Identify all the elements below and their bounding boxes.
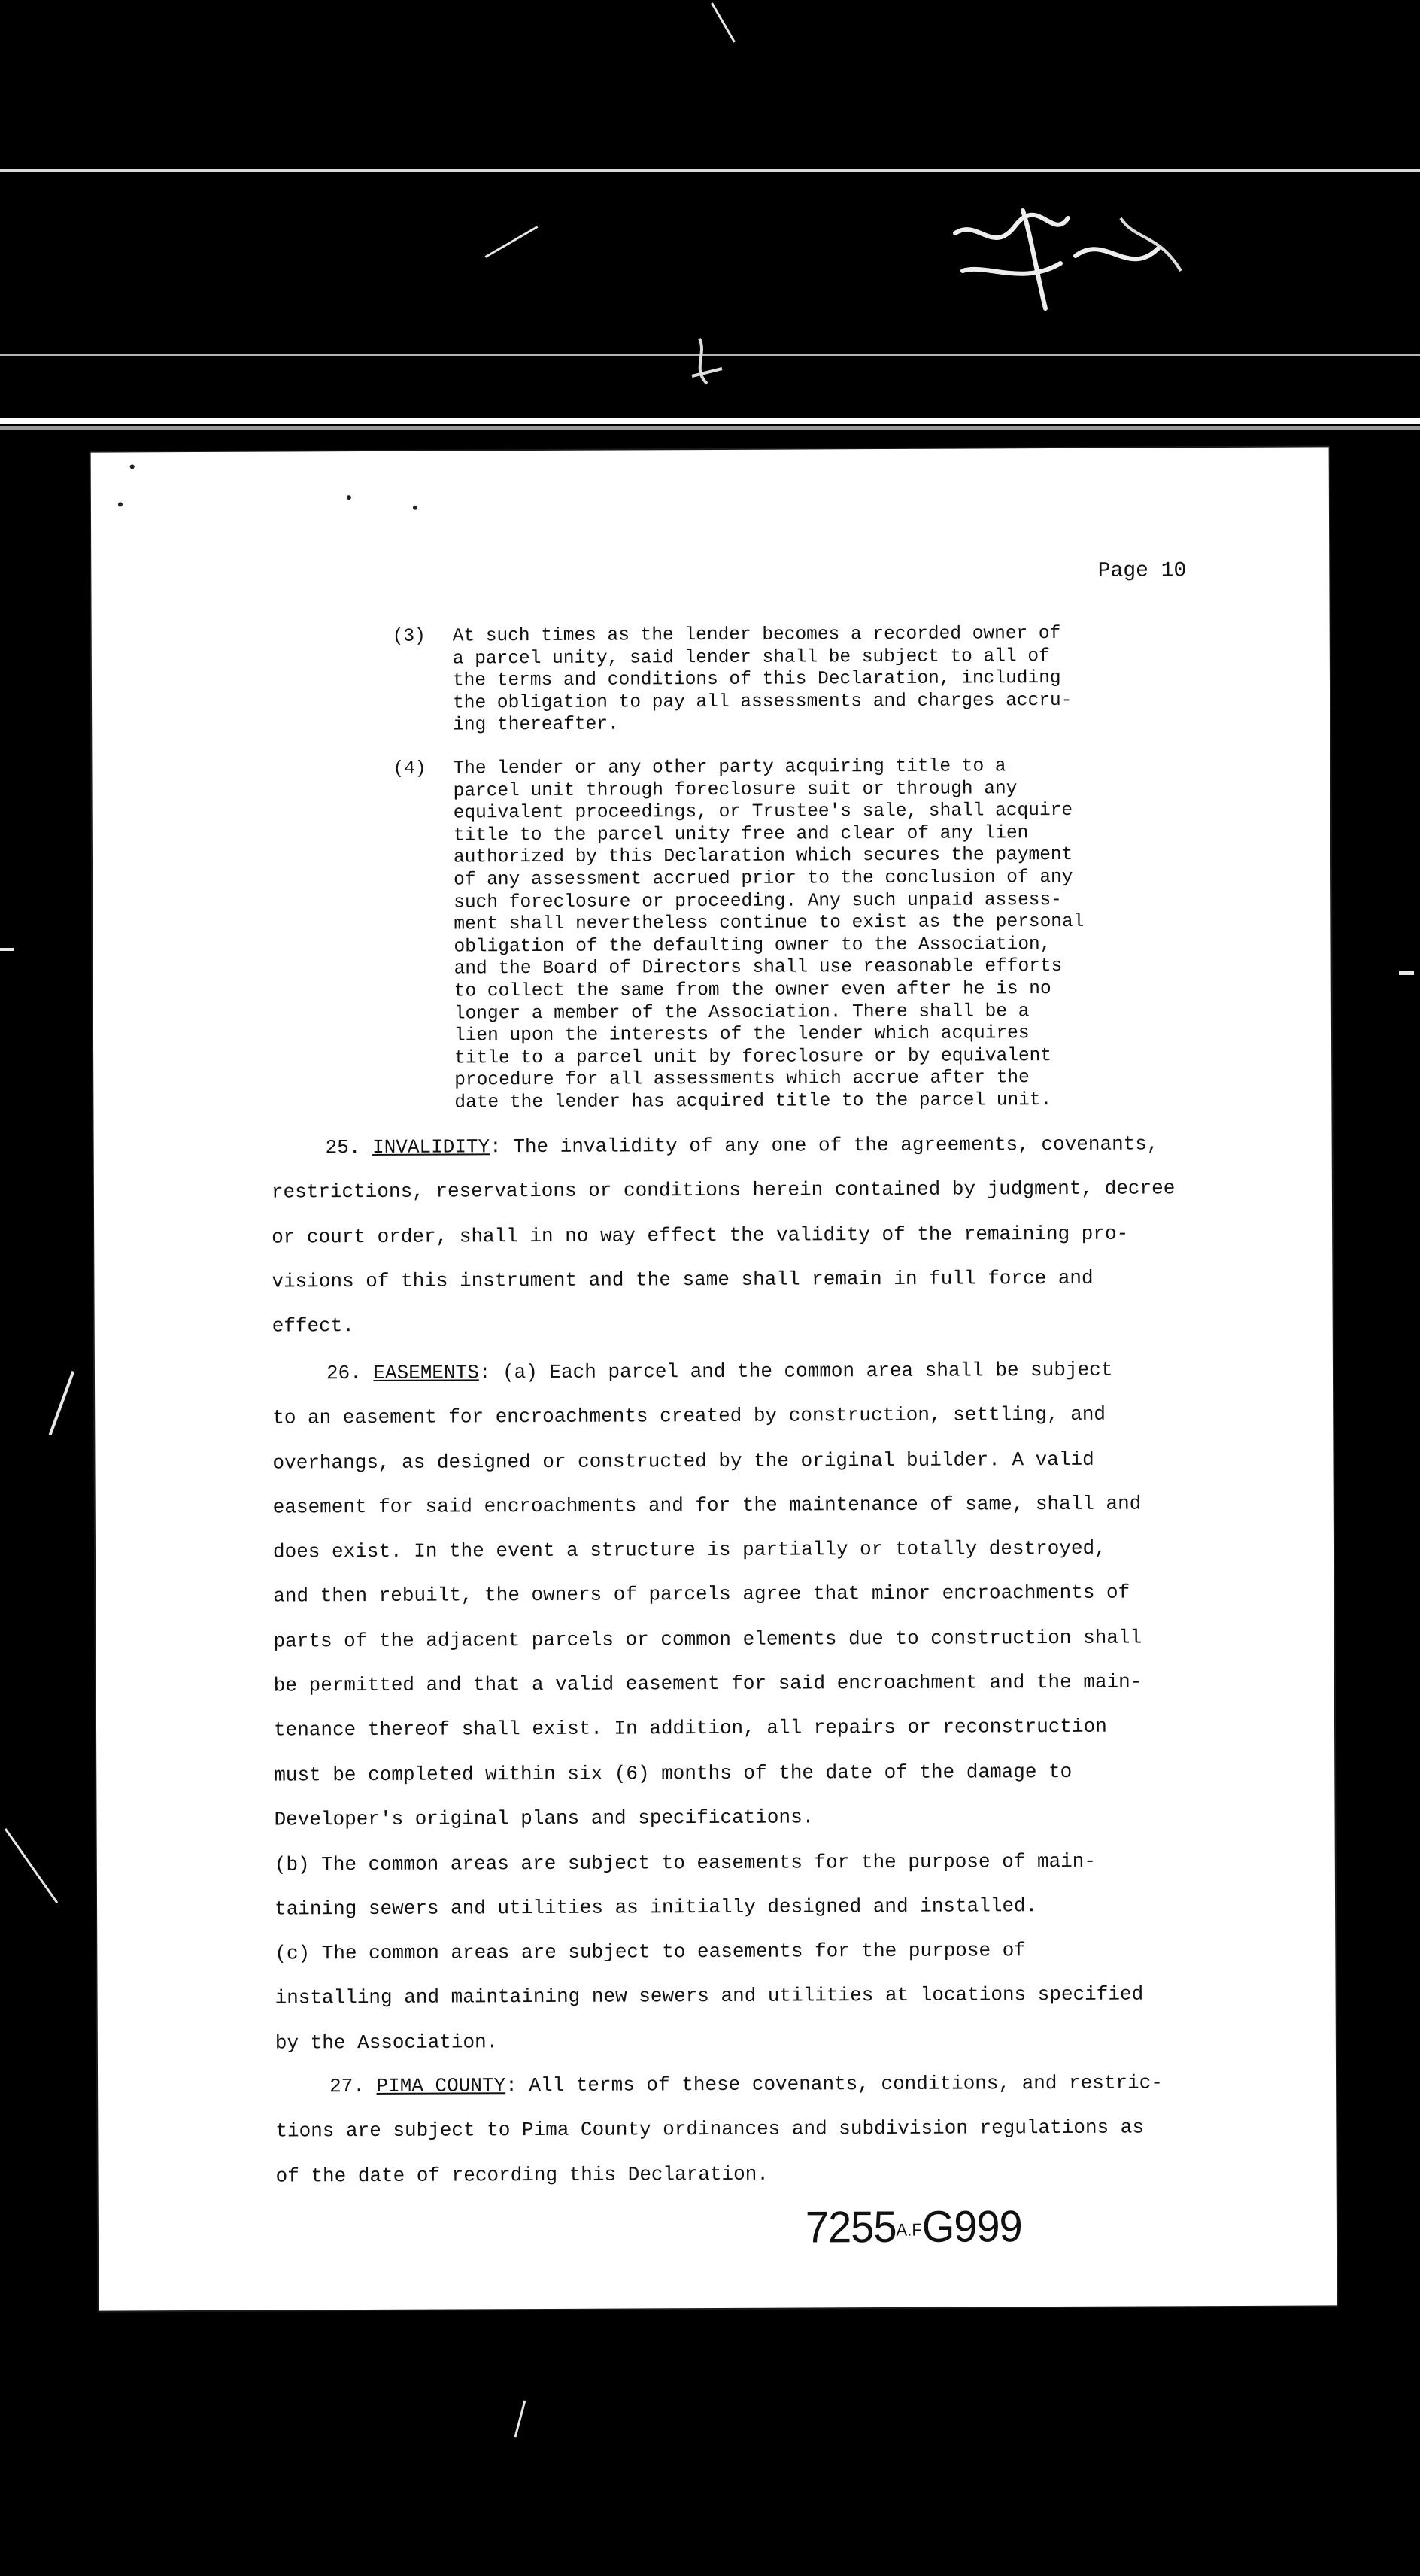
- stamp-page: G999: [921, 2201, 1022, 2252]
- section-number: 25.: [325, 1136, 361, 1159]
- scan-mark: [677, 331, 737, 391]
- speck: [130, 464, 135, 469]
- scan-line: [0, 418, 1420, 424]
- scan-line: [0, 169, 1420, 172]
- subsection-4: [393, 755, 1131, 1115]
- speck: [413, 506, 417, 510]
- section-heading: INVALIDITY: [372, 1135, 490, 1159]
- section-number: 27.: [329, 2075, 365, 2098]
- section-26-c: (c) The common areas are subject to easements for the purpose of installing and maintaining new sewers and utilities at locations specified by the Association.: [275, 1939, 1144, 2055]
- subsection-text: At such times as the lender becomes a recorded owner of a parcel unity, said lender shall be subject to all of the terms and conditions of this Declaration, including the obligation to pay all assessments and charges accru- ing thereafter.: [452, 623, 1073, 736]
- section-number: 26.: [326, 1362, 362, 1385]
- subsection-text: The lender or any other party acquiring title to a parcel unit through foreclosure suit or through any equivalent proceedings, or Trustee's sale, shall acquire title to the parcel unity free and clear of any lien authorized by this Declaration which secures the payment of any assessment accrued prior to the conclusion of any such foreclosure or proceeding. Any such unpaid assess- ment shall nevertheless continue to exist as the personal obligation of the defaulting owner to the Association, and the Board of Directors shall use reasonable efforts to collect the same from the owner even after he is no longer a member of the Association. There shall be a lien upon the interests of the lender which acquires title to a parcel unit by foreclosure or by equivalent procedure for all assessments which accrue after the date the lender has acquired title to the parcel unit.: [453, 756, 1085, 1113]
- section-heading: EASEMENTS: [373, 1361, 479, 1384]
- section-text: The invalidity of any one of the agreements, covenants, restrictions, reservations or conditions herein contained by judgment, decree or court order, shall in no way effect the validity of the remaining pro- visions of this instrument and the same shall remain in full force and effect.: [271, 1132, 1176, 1338]
- handwritten-signature-mark: [933, 188, 1203, 324]
- scan-streak: [1399, 971, 1414, 975]
- section-26-b: (b) The common areas are subject to easements for the purpose of main- taining sewers and utilities as initially designed and installed.: [274, 1849, 1097, 1921]
- recording-stamp: [806, 2201, 1022, 2253]
- page-number: Page 10: [1097, 559, 1187, 583]
- speck: [347, 495, 351, 500]
- section-text: All terms of these covenants, conditions, and restric- tions are subject to Pima County ordinances and subdivision regulations as of the date of recording this Declaration.: [275, 2071, 1163, 2188]
- section-25: 25. INVALIDITY: The invalidity of any one of the agreements, covenants, restrictions, reservations or conditions herein contained by judgment, decree or court order, shall in no way effect the validity of the remaining pro- visions of this instrument and the same shall remain in full force and effect.: [271, 1132, 1176, 1338]
- stamp-separator: A.F: [896, 2219, 922, 2240]
- subsection-number: (4): [393, 758, 426, 779]
- section-text-a: (a) Each parcel and the common area shall be subject to an easement for encroachments created by construction, settling, and overhangs, as designed or constructed by the original builder. A valid easement for said encroachments and for the maintenance of same, shall and does exist. In the event a structure is partially or totally destroyed, and then rebuilt, the owners of parcels agree that minor encroachments of parts of the adjacent parcels or common elements due to construction shall be permitted and that a valid easement for said encroachment and the main- tenance thereof shall exist. In addition, all repairs or reconstruction must be completed within six (6) months of the date of the damage to Developer's original plans and specifications.: [272, 1358, 1142, 1831]
- subsection-3: [393, 623, 1130, 737]
- subsection-number: (3): [392, 626, 426, 647]
- scan-streak: [514, 2400, 526, 2437]
- section-27: 27. PIMA COUNTY: All terms of these covenants, conditions, and restric- tions are subject to Pima County ordinances and subdivision regulations as of the date of recording this Declaration.: [275, 2071, 1163, 2188]
- stamp-docket: 7255: [805, 2201, 897, 2252]
- speck: [118, 502, 123, 506]
- section-26: 26. EASEMENTS: (a) Each parcel and the common area shall be subject to an easement for encroachments created by construction, settling, and overhangs, as designed or constructed by the original builder. A valid easement for said encroachments and for the maintenance of same, shall and does exist. In the event a structure is partially or totally destroyed, and then rebuilt, the owners of parcels agree that minor encroachments of parts of the adjacent parcels or common elements due to construction shall be permitted and that a valid easement for said encroachment and the main- tenance thereof shall exist. In addition, all repairs or reconstruction must be completed within six (6) months of the date of the damage to Developer's original plans and specifications.: [272, 1358, 1142, 1831]
- document-page: [91, 447, 1337, 2310]
- scan-streak: [5, 1828, 58, 1903]
- scan-streak: [0, 948, 14, 951]
- section-heading: PIMA COUNTY: [376, 2074, 506, 2098]
- scan-streak: [49, 1371, 75, 1435]
- scan-line: [0, 426, 1420, 430]
